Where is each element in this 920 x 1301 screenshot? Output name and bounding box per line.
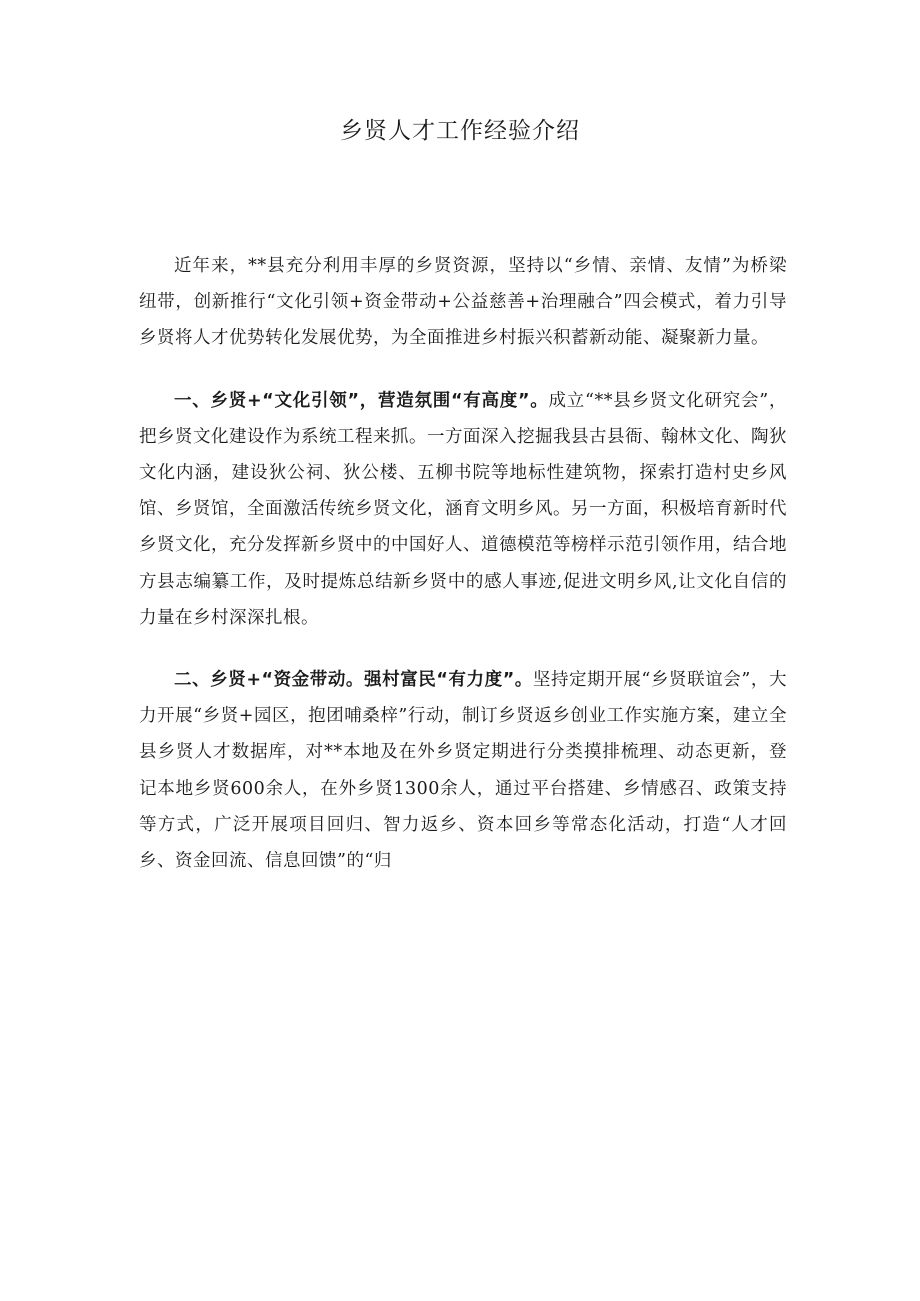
document-body (139, 248, 787, 905)
section-1-paragraph (139, 383, 787, 636)
section-2-heading: 二、乡贤+“资金带动。强村富民“有力度”。 (174, 670, 533, 691)
section-1-heading: 一、乡贤+“文化引领”，营造氛围“有高度”。 (174, 390, 549, 411)
paragraph-text: 坚持定期开展“乡贤联谊会”，大力开展“乡贤+园区，抱团哺桑梓”行动，制订乡贤返乡创业工作实施方案，建立全县乡贤人才数据库，对**本地及在外乡贤定期进行分类摸排梳理、动态更新，登记本地乡贤600余人，在外乡贤1300余人，通过平台搭建、乡情感召、政策支持等方式，广泛开展项目回归、智力返乡、资本回乡等常态化活动，打造“人才回乡、资金回流、信息回馈”的“归 (139, 670, 787, 872)
document-title: 乡贤人才工作经验介绍 (340, 118, 580, 144)
paragraph-text: 近年来，**县充分利用丰厚的乡贤资源，坚持以“乡情、亲情、友情”为桥梁纽带，创新推行“文化引领+资金带动+公益慈善+治理融合”四会模式，着力引导乡贤将人才优势转化发展优势，为全面推进乡村振兴积蓄新动能、凝聚新力量。 (139, 256, 787, 349)
intro-paragraph (139, 248, 787, 357)
paragraph-text: 成立“**县乡贤文化研究会”，把乡贤文化建设作为系统工程来抓。一方面深入挖掘我县古县衙、翰林文化、陶狄文化内涵，建设狄公祠、狄公楼、五柳书院等地标性建筑物，探索打造村史乡风馆、乡贤馆，全面激活传统乡贤文化，涵育文明乡风。另一方面，积极培育新时代乡贤文化，充分发挥新乡贤中的中国好人、道德模范等榜样示范引领作用，结合地方县志编纂工作，及时提炼总结新乡贤中的感人事迹,促进文明乡风,让文化自信的力量在乡村深深扎根。 (139, 390, 787, 628)
section-2-paragraph (139, 662, 787, 879)
